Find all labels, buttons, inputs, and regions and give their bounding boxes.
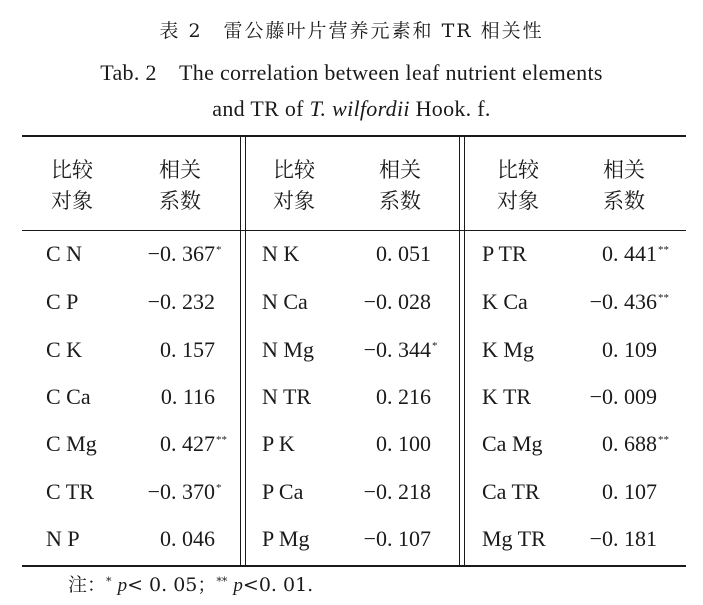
correlation-coefficient-cell <box>364 526 431 552</box>
caption-species-name: T. wilfordii <box>309 96 410 121</box>
comparison-pair-cell: P TR <box>482 241 527 266</box>
correlation-coefficient-cell <box>590 384 657 410</box>
correlation-coefficient-cell <box>589 289 669 315</box>
coefficient-value: 0. 109 <box>602 337 657 362</box>
comparison-pair-cell: Mg TR <box>482 526 546 551</box>
header-correlation-coefficient-line2: 系数 <box>603 189 645 213</box>
footnote-mark: ** <box>216 575 228 588</box>
table-bottom-rule <box>22 565 686 567</box>
correlation-coefficient-cell <box>160 337 215 363</box>
correlation-coefficient-cell <box>376 431 431 457</box>
comparison-pair-cell: K TR <box>482 384 532 409</box>
comparison-pair-cell: C Mg <box>46 431 97 456</box>
coefficient-value: 0. 427 <box>160 431 215 456</box>
header-comparison-pair-line2: 对象 <box>51 189 93 213</box>
coefficient-value: 0. 100 <box>376 431 431 456</box>
significance-mark: * <box>216 482 222 494</box>
coefficient-value: −0. 218 <box>363 479 431 504</box>
comparison-pair-cell: N TR <box>262 384 312 409</box>
correlation-coefficient-cell <box>602 241 669 267</box>
coefficient-value: −0. 370 <box>147 479 215 504</box>
significance-mark: ** <box>658 244 669 256</box>
coefficient-value: −0. 028 <box>363 289 431 314</box>
header-comparison-pair-line1: 比较 <box>273 158 315 182</box>
significance-mark: * <box>432 340 438 352</box>
coefficient-value: 0. 157 <box>160 337 215 362</box>
comparison-pair-cell: C Ca <box>46 384 91 409</box>
coefficient-value: 0. 046 <box>160 526 215 551</box>
header-correlation-coefficient-line2: 系数 <box>379 189 421 213</box>
header-correlation-coefficient-line1: 相关 <box>379 158 421 182</box>
table-header-rule <box>22 230 686 231</box>
significance-mark: ** <box>216 434 227 446</box>
comparison-pair-cell: C P <box>46 289 79 314</box>
comparison-pair-cell: P Ca <box>262 479 304 504</box>
coefficient-value: 0. 441 <box>602 241 657 266</box>
comparison-pair-cell: Ca Mg <box>482 431 543 456</box>
footnote-prefix: 注： <box>68 574 107 596</box>
comparison-pair-cell: K Mg <box>482 337 534 362</box>
comparison-pair-cell: P K <box>262 431 295 456</box>
column-group-divider <box>459 136 465 566</box>
table-caption-en-line1: Tab. 2 The correlation between leaf nutrient elements <box>100 60 603 85</box>
correlation-coefficient-cell <box>160 526 215 552</box>
correlation-coefficient-cell <box>364 289 431 315</box>
correlation-coefficient-cell <box>602 479 657 505</box>
column-group-divider <box>240 136 246 566</box>
coefficient-value: −0. 009 <box>589 384 657 409</box>
comparison-pair-cell: C K <box>46 337 83 362</box>
caption-en-suffix: Hook. f. <box>409 96 491 121</box>
coefficient-value: −0. 436 <box>589 289 657 314</box>
footnote-variable: p <box>233 575 243 596</box>
header-correlation-coefficient-line1: 相关 <box>159 158 201 182</box>
footnote-condition: <0. 01. <box>242 574 314 596</box>
header-correlation-coefficient-line2: 系数 <box>159 189 201 213</box>
footnote-mark: * <box>106 575 112 588</box>
coefficient-value: 0. 688 <box>602 431 657 456</box>
coefficient-value: 0. 116 <box>160 384 215 409</box>
correlation-coefficient-cell <box>602 431 669 457</box>
coefficient-value: −0. 232 <box>147 289 215 314</box>
comparison-pair-cell: C N <box>46 241 83 266</box>
coefficient-value: 0. 107 <box>602 479 657 504</box>
correlation-coefficient-cell <box>148 289 215 315</box>
table-caption-en-line2 <box>0 96 703 122</box>
header-comparison-pair <box>488 155 548 217</box>
correlation-coefficient-cell <box>602 337 657 363</box>
coefficient-value: 0. 216 <box>376 384 431 409</box>
comparison-pair-cell: N Ca <box>262 289 308 314</box>
coefficient-value: 0. 051 <box>376 241 431 266</box>
comparison-pair-cell: P Mg <box>262 526 310 551</box>
comparison-pair-cell: N K <box>262 241 300 266</box>
significance-mark: ** <box>658 292 669 304</box>
header-correlation-coefficient <box>594 155 654 217</box>
header-comparison-pair <box>264 155 324 217</box>
coefficient-value: −0. 107 <box>363 526 431 551</box>
header-correlation-coefficient <box>370 155 430 217</box>
coefficient-value: −0. 367 <box>147 241 215 266</box>
footnote-condition: < 0. 05； <box>127 574 217 596</box>
correlation-coefficient-cell <box>376 241 431 267</box>
correlation-coefficient-cell <box>590 526 657 552</box>
significance-mark: * <box>216 244 222 256</box>
comparison-pair-cell: K Ca <box>482 289 528 314</box>
header-comparison-pair-line2: 对象 <box>273 189 315 213</box>
correlation-coefficient-cell <box>364 479 431 505</box>
comparison-pair-cell: Ca TR <box>482 479 540 504</box>
table-footnote <box>68 570 313 597</box>
correlation-coefficient-cell <box>147 241 222 267</box>
correlation-coefficient-cell <box>160 431 227 457</box>
table-top-rule <box>22 135 686 137</box>
header-comparison-pair-line1: 比较 <box>51 158 93 182</box>
correlation-coefficient-cell <box>161 384 215 410</box>
correlation-coefficient-cell <box>363 337 438 363</box>
comparison-pair-cell: N P <box>46 526 80 551</box>
correlation-coefficient-cell <box>147 479 222 505</box>
header-comparison-pair-line2: 对象 <box>497 189 539 213</box>
header-comparison-pair-line1: 比较 <box>497 158 539 182</box>
comparison-pair-cell: C TR <box>46 479 94 504</box>
significance-mark: ** <box>658 434 669 446</box>
footnote-variable: p <box>117 575 128 596</box>
header-comparison-pair <box>42 155 102 217</box>
caption-en-prefix: and TR of <box>212 96 310 121</box>
correlation-coefficient-cell <box>376 384 431 410</box>
header-correlation-coefficient <box>150 155 210 217</box>
table-caption-zh: 表 2 雷公藤叶片营养元素和 TR 相关性 <box>159 20 544 42</box>
coefficient-value: −0. 181 <box>589 526 657 551</box>
coefficient-value: −0. 344 <box>363 337 431 362</box>
header-correlation-coefficient-line1: 相关 <box>603 158 645 182</box>
comparison-pair-cell: N Mg <box>262 337 314 362</box>
